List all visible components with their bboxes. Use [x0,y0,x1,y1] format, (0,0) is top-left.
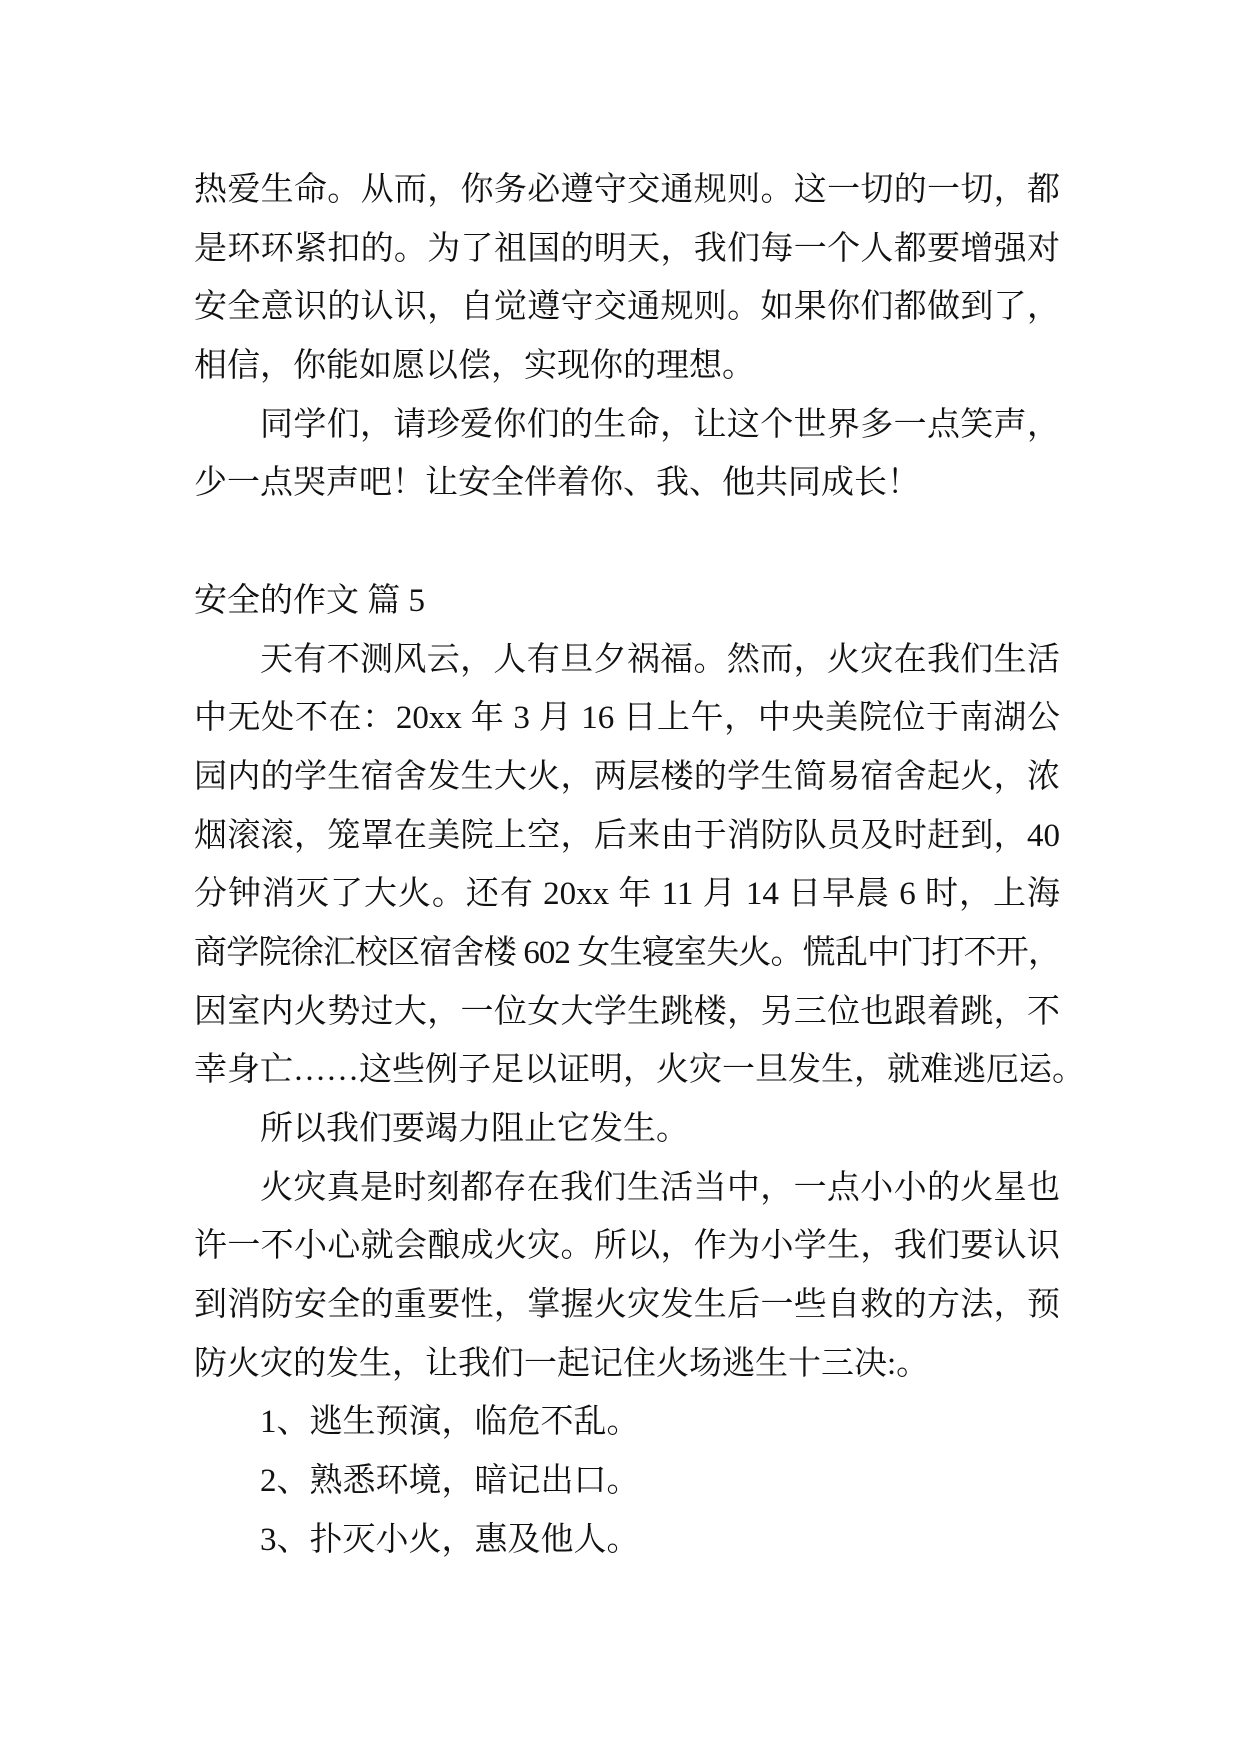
text-line: 安全意识的认识，自觉遵守交通规则。如果你们都做到了， [194,289,1060,326]
text-line: 因室内火势过大，一位女大学生跳楼，另三位也跟着跳，不 [194,993,1060,1030]
text-line: 园内的学生宿舍发生大火，两层楼的学生简易宿舍起火，浓 [194,758,1060,795]
text-line: 烟滚滚，笼罩在美院上空，后来由于消防队员及时赶到，40 [194,817,1060,854]
text-line: 火灾真是时刻都存在我们生活当中，一点小小的火星也 [260,1169,1060,1206]
paragraph [194,1159,1060,1394]
text-line: 少一点哭声吧！让安全伴着你、我、他共同成长！ [194,465,920,502]
list-item: 3、扑灭小火，惠及他人。 [260,1521,640,1558]
paragraph [194,631,1085,1101]
document-page [194,161,1085,1570]
text-line: 同学们，请珍爱你们的生命，让这个世界多一点笑声， [260,406,1060,443]
text-line: 防火灾的发生，让我们一起记住火场逃生十三决:。 [194,1345,930,1382]
section-heading: 安全的作文 篇 5 [194,582,425,619]
text-line: 到消防安全的重要性，掌握火灾发生后一些自救的方法，预 [194,1287,1060,1324]
numbered-list [194,1393,1060,1569]
text-line: 相信，你能如愿以偿，实现你的理想。 [194,348,755,385]
list-item: 1、逃生预演，临危不乱。 [260,1404,640,1441]
text-line: 所以我们要竭力阻止它发生。 [260,1111,689,1147]
paragraph [194,396,1060,513]
text-line: 中无处不在：20xx 年 3 月 16 日上午，中央美院位于南湖公 [194,700,1060,737]
text-line: 幸身亡……这些例子足以证明，火灾一旦发生，就难逃厄运。 [194,1052,1085,1089]
paragraph [194,161,1060,396]
blank-line [194,513,1060,572]
list-item: 2、熟悉环境，暗记出口。 [260,1463,640,1500]
text-line: 商学院徐汇校区宿舍楼 602 女生寝室失火。慌乱中门打不开， [194,934,1060,971]
paragraph [194,1100,1060,1159]
text-line: 是环环紧扣的。为了祖国的明天，我们每一个人都要增强对 [194,230,1060,267]
text-line: 分钟消灭了大火。还有 20xx 年 11 月 14 日早晨 6 时，上海 [194,876,1060,913]
text-line: 许一不小心就会酿成火灾。所以，作为小学生，我们要认识 [194,1228,1060,1265]
text-line: 热爱生命。从而，你务必遵守交通规则。这一切的一切，都 [194,172,1060,208]
text-line: 天有不测风云，人有旦夕祸福。然而，火灾在我们生活 [260,641,1060,678]
